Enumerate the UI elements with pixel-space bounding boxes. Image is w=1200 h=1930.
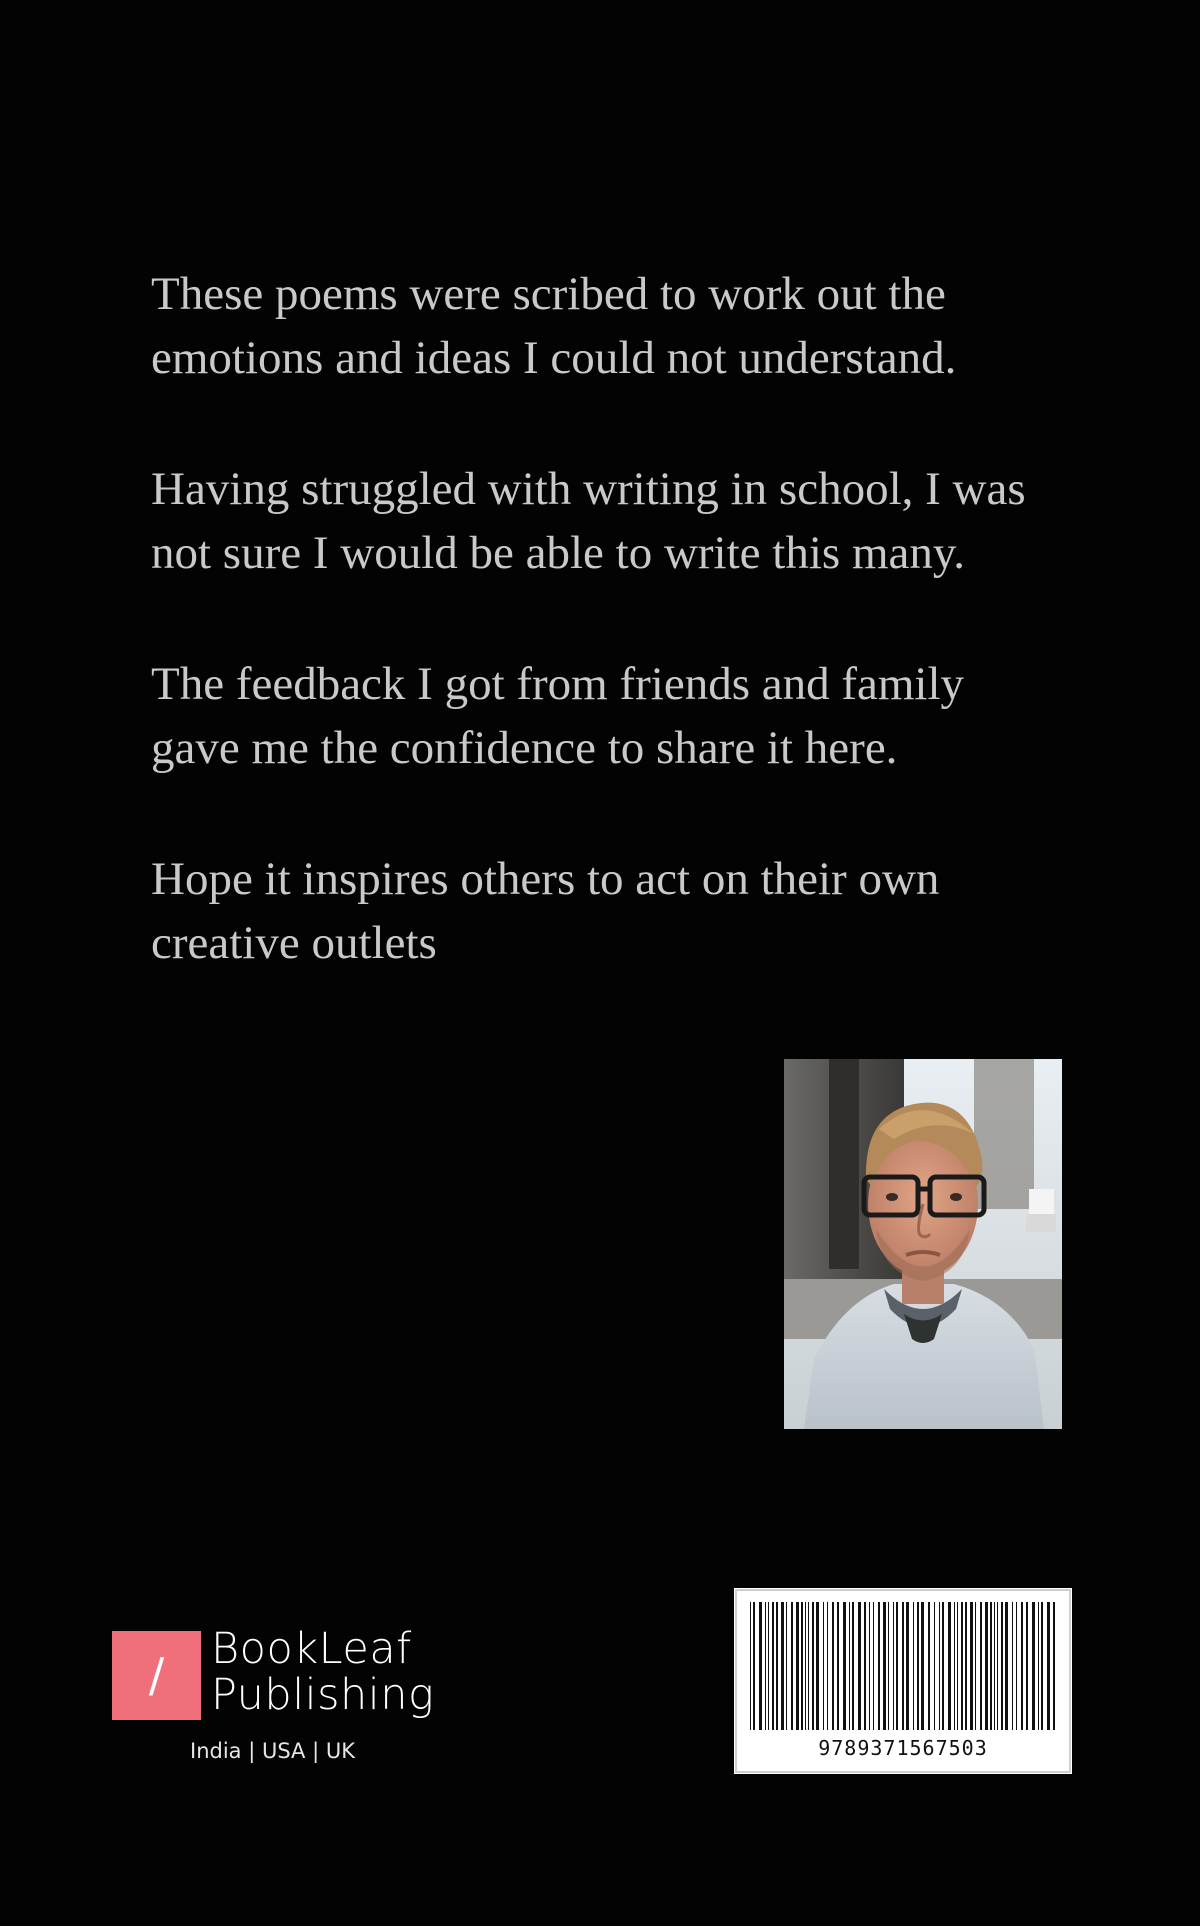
barcode-bar xyxy=(849,1602,850,1730)
blurb-line: gave me the confidence to share it here. xyxy=(151,722,898,774)
barcode-bar xyxy=(753,1602,755,1730)
barcode-bar xyxy=(1053,1602,1055,1730)
barcode-bar xyxy=(957,1602,958,1730)
publisher-logo xyxy=(112,1626,452,1766)
isbn-barcode xyxy=(734,1588,1072,1774)
slash-icon: / xyxy=(148,1648,165,1702)
barcode-bar xyxy=(765,1602,766,1730)
barcode-bar xyxy=(1016,1602,1017,1730)
barcode-bar xyxy=(816,1602,819,1730)
barcode-bar xyxy=(837,1602,839,1730)
barcode-bar xyxy=(990,1602,992,1730)
barcode-bar xyxy=(791,1602,793,1730)
barcode-bar xyxy=(1021,1602,1023,1730)
blurb-line: not sure I would be able to write this many. xyxy=(151,527,966,579)
barcode-bar xyxy=(970,1602,973,1730)
barcode-bar xyxy=(801,1602,803,1730)
barcode-bar xyxy=(805,1602,806,1730)
barcode-bar xyxy=(827,1602,828,1730)
barcode-bar xyxy=(942,1602,944,1730)
barcode-bar xyxy=(893,1602,894,1730)
barcode-bar xyxy=(873,1602,874,1730)
barcode-bar xyxy=(961,1602,963,1730)
barcode-bar xyxy=(823,1602,824,1730)
barcode-bar xyxy=(902,1602,904,1730)
barcode-bar xyxy=(888,1602,889,1730)
blurb-line: emotions and ideas I could not understand. xyxy=(151,332,957,384)
author-photo xyxy=(784,1059,1062,1429)
publisher-logo-mark xyxy=(112,1631,201,1720)
barcode-bar xyxy=(1001,1602,1003,1730)
barcode-bar xyxy=(1032,1602,1035,1730)
barcode-bar xyxy=(921,1602,924,1730)
barcode-bar xyxy=(796,1602,799,1730)
barcode-bar xyxy=(1012,1602,1013,1730)
barcode-bar xyxy=(928,1602,930,1730)
barcode-bar xyxy=(939,1602,940,1730)
isbn-number: 9789371567503 xyxy=(818,1736,988,1760)
barcode-bar xyxy=(1038,1602,1039,1730)
blurb-line: These poems were scribed to work out the xyxy=(151,268,946,320)
barcode-bar xyxy=(768,1602,769,1730)
blurb-line: The feedback I got from friends and family xyxy=(151,658,965,710)
barcode-bar xyxy=(843,1602,846,1730)
barcode-bar xyxy=(808,1602,809,1730)
barcode-bar xyxy=(948,1602,951,1730)
barcode-bar xyxy=(832,1602,834,1730)
publisher-regions: India | USA | UK xyxy=(190,1739,355,1763)
barcode-bar xyxy=(759,1602,762,1730)
barcode-bar xyxy=(858,1602,861,1730)
publisher-name-line: Publishing xyxy=(211,1670,435,1720)
barcode-bar xyxy=(869,1602,870,1730)
barcode-bar xyxy=(852,1602,854,1730)
barcode-bar xyxy=(864,1602,866,1730)
barcode-bar xyxy=(913,1602,914,1730)
barcode-bar xyxy=(896,1602,898,1730)
barcode-bar xyxy=(994,1602,995,1730)
barcode-bar xyxy=(878,1602,880,1730)
blurb-paragraph xyxy=(151,457,1091,585)
barcode-bar xyxy=(906,1602,909,1730)
blurb-paragraph xyxy=(151,262,1091,390)
blurb-text xyxy=(151,262,1091,1042)
author-portrait-illustration xyxy=(784,1059,1062,1429)
barcode-bar xyxy=(776,1602,778,1730)
publisher-name xyxy=(211,1626,434,1718)
blurb-line: Hope it inspires others to act on their own xyxy=(151,853,940,905)
barcode-bar xyxy=(883,1602,886,1730)
blurb-paragraph xyxy=(151,847,1091,975)
blurb-paragraph xyxy=(151,652,1091,780)
barcode-bar xyxy=(997,1602,998,1730)
barcode-bar xyxy=(786,1602,787,1730)
barcode-bar xyxy=(1041,1602,1043,1730)
barcode-bar xyxy=(975,1602,976,1730)
barcode-bar xyxy=(812,1602,814,1730)
blurb-line: creative outlets xyxy=(151,917,437,969)
barcode-bar xyxy=(1005,1602,1008,1730)
barcode-bar xyxy=(965,1602,967,1730)
barcode-bar xyxy=(980,1602,982,1730)
barcode-bar xyxy=(781,1602,784,1730)
barcode-bar xyxy=(934,1602,935,1730)
barcode-bar xyxy=(750,1602,751,1730)
barcode-bar xyxy=(1047,1602,1050,1730)
barcode-bar xyxy=(772,1602,774,1730)
barcode-bar xyxy=(1026,1602,1028,1730)
blurb-line: Having struggled with writing in school, I was xyxy=(151,463,1026,515)
barcode-bar xyxy=(985,1602,988,1730)
barcode-bar xyxy=(954,1602,955,1730)
publisher-name-line: BookLeaf xyxy=(211,1624,412,1674)
barcode-bar xyxy=(917,1602,919,1730)
